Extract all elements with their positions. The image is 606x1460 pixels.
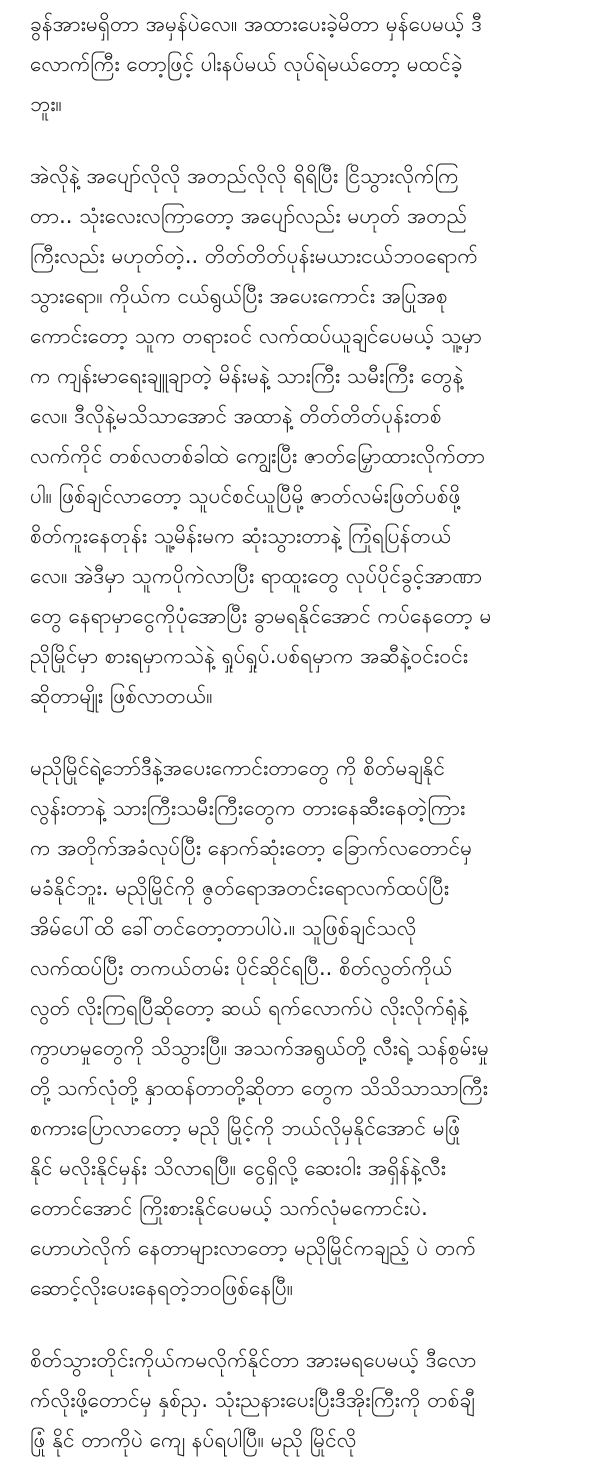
- text-line: ဆိုတာမျိုး ဖြစ်လာတယ်။: [30, 684, 213, 708]
- text-line: လွတ် လိုးကြရပြီဆိုတော့ ဆယ် ရက်လောက်ပဲ လိုးလိုက်ရုံနဲ့: [30, 996, 469, 1020]
- text-line: ခွန်အားမရှိတာ အမှန်ပဲလေ။ အထားပေးခဲ့မိတာ မှန်ပေမယ့် ဒီ: [30, 12, 483, 36]
- text-line: လောက်ကြီး တော့ဖြင့် ပါးနပ်မယ် လုပ်ရဲမယ်တော့ မထင်ခဲ့: [30, 52, 463, 76]
- paragraph-2: [30, 156, 576, 716]
- text-line: လေ။ ဒီလိုနဲ့မသိသာအောင် အထာနဲ့ တိတ်တိတ်ပုန်းတစ်: [30, 404, 442, 428]
- text-line: က်လိုးဖို့တောင်မှ နှစ်ညှ. သုံးညနားပေးပြီးဒီအိုးကြီးကို တစ်ချီ: [30, 1388, 475, 1412]
- paragraph-gap: [30, 124, 576, 156]
- text-line: အဲလိုနဲ့ အပျော်လိုလို အတည်လိုလို ရိရိပြီး ငြိသွားလိုက်ကြ: [30, 164, 459, 188]
- text-line: ဆောင့်လိုးပေးနေရတဲ့ဘဝဖြစ်နေပြီ။: [30, 1276, 294, 1300]
- text-line: ဟောဟဲလိုက် နေတာများလာတော့ မညိုမြိုင်ကချည့် ပဲ တက်: [30, 1236, 476, 1260]
- text-line: ကောင်းတော့ သူက တရားဝင် လက်ထပ်ယူချင်ပေမယ့် သူ့မှာ: [30, 324, 482, 348]
- text-line: ကွာဟမှုတွေကို သိသွားပြီ။ အသက်အရွယ်တို့ လီးရဲ့ သန်စွမ်းမှု: [30, 1036, 489, 1060]
- paragraph-4: [30, 1340, 576, 1460]
- text-line: စကားပြောလာတော့ မညို မြိုင့်ကို ဘယ်လိုမှနိုင်အောင် မဖြုံ: [30, 1116, 461, 1140]
- text-line: မခံနိုင်ဘူး. မညိုမြိုင်ကို ဇွတ်ရောအတင်းရောလက်ထပ်ပြီး: [30, 876, 450, 900]
- text-line: စိတ်ကူးနေတုန်း သူ့မိန်းမက ဆုံးသွားတာနဲ့ ကြုံရပြန်တယ်: [30, 524, 452, 548]
- text-line: ဘူး။: [30, 92, 62, 116]
- text-line: ကြီးလည်း မဟုတ်တဲ့.. တိတ်တိတ်ပုန်းမယားငယ်ဘဝရောက်: [30, 244, 478, 268]
- paragraph-3: [30, 748, 576, 1308]
- text-line: တွေ နေရာမှာငွေကိုပုံအောပြီး ခွာမရနိုင်အောင် ကပ်နေတော့ မ: [30, 604, 492, 628]
- text-line: က ကျန်းမာရေးချူချာတဲ့ မိန်းမနဲ့ သားကြီး သမီးကြီး တွေနဲ့: [30, 364, 464, 388]
- paragraph-1: [30, 4, 576, 124]
- text-line: အိမ်ပေါ်ထိ ခေါ်တင်တော့တာပါပဲ.။ သူဖြစ်ချင်သလို: [30, 916, 417, 940]
- text-line: လက်ကိုင် တစ်လတစ်ခါထဲ ကျွေးပြီး ဇာတ်မြှောထားလိုက်တာ: [30, 444, 485, 468]
- text-line: လက်ထပ်ပြီး တကယ်တမ်း ပိုင်ဆိုင်ရပြီ.. စိတ်လွတ်ကိုယ်: [30, 956, 453, 980]
- text-line: တို့ သက်လုံတို့ နှာထန်တာတို့ဆိုတာ တွေက သိသိသာသာကြီး: [30, 1076, 488, 1100]
- text-line: ပါ။ ဖြစ်ချင်လာတော့ သူပင်စင်ယူပြီမို့ ဇာတ်လမ်းဖြတ်ပစ်ဖို့: [30, 484, 461, 508]
- text-line: တောင်အောင် ကြိုးစားနိုင်ပေမယ့် သက်လုံမကောင်းပဲ.: [30, 1196, 428, 1220]
- text-line: နိုင် မလိုးနိုင်မှန်း သိလာရပြီ။ ငွေရှိလို့ ဆေးဝါး အရှိန်နဲ့လီး: [30, 1156, 446, 1180]
- text-line: ဖြုံ နိုင် တာကိုပဲ ကျေ နပ်ရပါပြီ။ မညို မြိုင်လို: [30, 1428, 357, 1452]
- text-line: လွန်းတာနဲ့ သားကြီးသမီးကြီးတွေက တားနေဆီးနေတဲ့ကြား: [30, 796, 466, 820]
- text-line: လေ။ အဲဒီမှာ သူကပိုကဲလာပြီး ရာထူးတွေ လုပ်ပိုင်ခွင့်အာဏာ: [30, 564, 483, 588]
- text-line: မညိုမြိုင်ရဲ့ဘော်ဒီနဲ့အပေးကောင်းတာတွေ ကို စိတ်မချနိုင်: [30, 756, 446, 780]
- text-line: ညိုမြိုင်မှာ စားရမှာကသဲနဲ့ ရှုပ်ရှုပ်.ပစ်ရမှာက အဆီနဲ့ဝင်းဝင်း: [30, 644, 469, 668]
- text-line: သွားရော။ ကိုယ်က ငယ်ရွယ်ပြီး အပေးကောင်း အပြုအစု: [30, 284, 448, 308]
- text-line: တာ.. သုံးလေးလကြာတော့ အပျော်လည်း မဟုတ် အတည်: [30, 204, 468, 228]
- paragraph-gap: [30, 1308, 576, 1340]
- text-line: စိတ်သွားတိုင်းကိုယ်ကမလိုက်နိုင်တာ အားမရပေမယ့် ဒီလော: [30, 1348, 477, 1372]
- paragraph-gap: [30, 716, 576, 748]
- text-line: က အတိုက်အခံလုပ်ပြီး နောက်ဆုံးတော့ ခြောက်လတောင်မှ: [30, 836, 473, 860]
